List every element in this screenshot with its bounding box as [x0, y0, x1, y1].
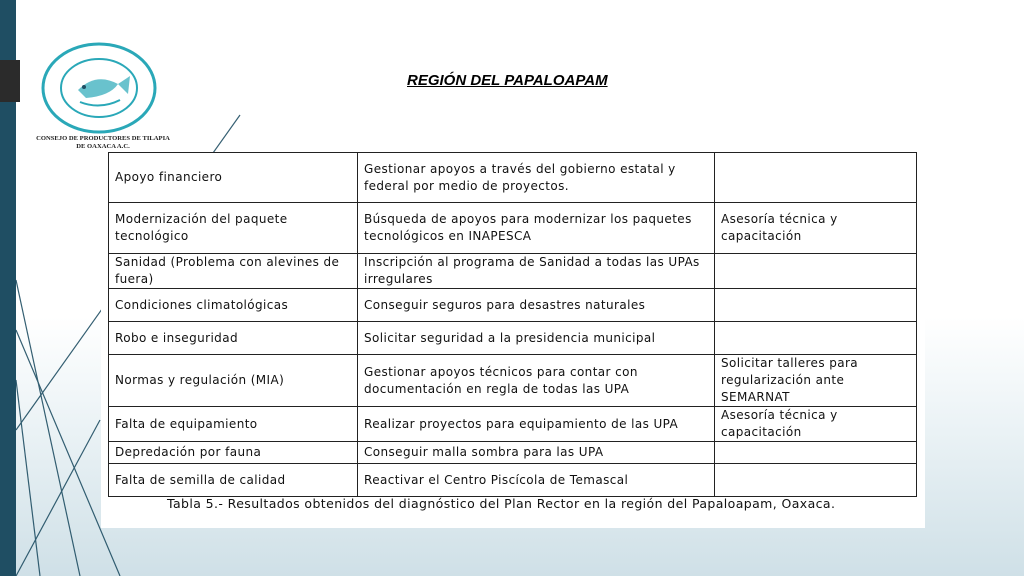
support-cell [715, 322, 917, 355]
action-cell: Gestionar apoyos técnicos para contar con documentación en regla de todas las UPA [358, 355, 715, 407]
table-row [109, 254, 917, 289]
support-cell [715, 442, 917, 464]
action-cell: Realizar proyectos para equipamiento de las UPA [358, 407, 715, 442]
action-cell: Reactivar el Centro Piscícola de Temascal [358, 464, 715, 497]
logo-caption-line2: DE OAXACA A.C. [76, 143, 130, 150]
logo [20, 42, 186, 154]
table-row [109, 322, 917, 355]
table-row [109, 289, 917, 322]
problem-cell: Modernización del paquete tecnológico [109, 203, 358, 254]
table-caption: Tabla 5.- Resultados obtenidos del diagnóstico del Plan Rector en la región del Papaloapam, Oaxaca. [167, 496, 836, 511]
slide-title: REGIÓN DEL PAPALOAPAM [407, 72, 608, 89]
table-row [109, 442, 917, 464]
diagnosis-table [108, 152, 917, 497]
problem-cell: Condiciones climatológicas [109, 289, 358, 322]
action-cell: Conseguir seguros para desastres naturales [358, 289, 715, 322]
table-row [109, 407, 917, 442]
problem-cell: Sanidad (Problema con alevines de fuera) [109, 254, 358, 289]
action-cell: Gestionar apoyos a través del gobierno estatal y federal por medio de proyectos. [358, 153, 715, 203]
action-cell: Búsqueda de apoyos para modernizar los paquetes tecnológicos en INAPESCA [358, 203, 715, 254]
support-cell [715, 254, 917, 289]
problem-cell: Depredación por fauna [109, 442, 358, 464]
tilapia-logo-icon [40, 42, 158, 134]
support-cell: Asesoría técnica y capacitación [715, 407, 917, 442]
action-cell: Conseguir malla sombra para las UPA [358, 442, 715, 464]
logo-caption-line1: CONSEJO DE PRODUCTORES DE TILAPIA [36, 135, 170, 142]
support-cell: Asesoría técnica y capacitación [715, 203, 917, 254]
table-row [109, 355, 917, 407]
logo-caption [20, 135, 186, 151]
problem-cell: Normas y regulación (MIA) [109, 355, 358, 407]
action-cell: Solicitar seguridad a la presidencia municipal [358, 322, 715, 355]
problem-cell: Robo e inseguridad [109, 322, 358, 355]
problem-cell: Falta de equipamiento [109, 407, 358, 442]
action-cell: Inscripción al programa de Sanidad a todas las UPAs irregulares [358, 254, 715, 289]
support-cell [715, 289, 917, 322]
support-cell [715, 153, 917, 203]
table-row [109, 464, 917, 497]
support-cell [715, 464, 917, 497]
table-row [109, 203, 917, 254]
problem-cell: Falta de semilla de calidad [109, 464, 358, 497]
support-cell: Solicitar talleres para regularización ante SEMARNAT [715, 355, 917, 407]
problem-cell: Apoyo financiero [109, 153, 358, 203]
table-row [109, 153, 917, 203]
diagnosis-table-image [101, 152, 925, 528]
